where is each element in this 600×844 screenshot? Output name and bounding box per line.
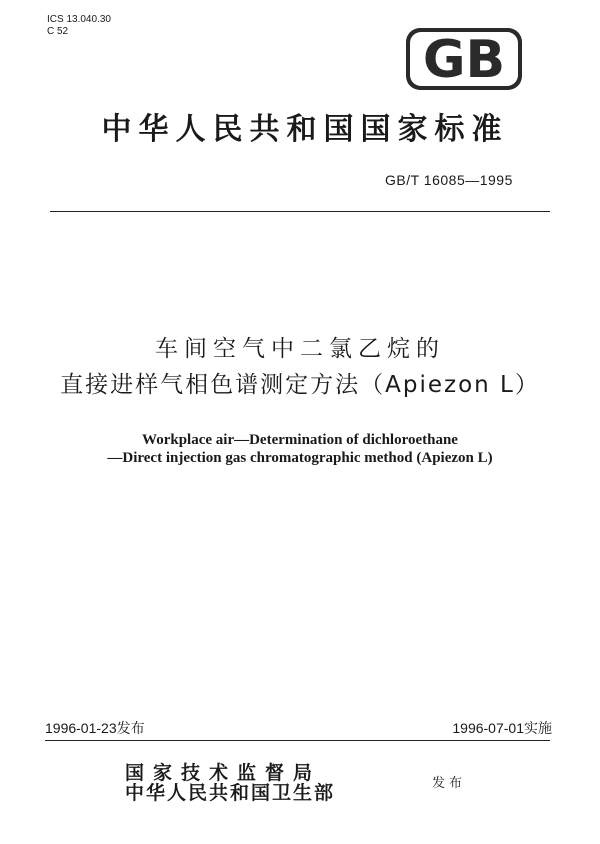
publish-label: 发布 — [432, 776, 467, 791]
header-divider — [50, 211, 550, 212]
gb-logo — [405, 27, 523, 91]
effective-date: 1996-07-01实施 — [452, 720, 552, 736]
standard-code: GB/T 16085—1995 — [385, 172, 513, 188]
ics-code: ICS 13.040.30 — [47, 14, 111, 25]
national-standard-title: 中华人民共和国国家标准 — [101, 112, 509, 147]
ccs-code: C 52 — [47, 26, 69, 37]
gb-logo-text: GB — [422, 30, 506, 90]
footer-divider — [45, 740, 550, 741]
issuer-line-1: 国家技术监督局 — [125, 762, 322, 784]
cn-title-line-1: 车间空气中二氯乙烷的 — [155, 336, 445, 362]
cn-title-line-2: 直接进样气相色谱测定方法（Apiezon L） — [60, 372, 540, 398]
issue-date: 1996-01-23发布 — [45, 720, 145, 736]
en-title-line-1: Workplace air—Determination of dichloroethane — [142, 432, 458, 448]
classification-codes — [47, 14, 111, 38]
issuer-line-2: 中华人民共和国卫生部 — [125, 782, 336, 804]
en-title-line-2: —Direct injection gas chromatographic method (Apiezon L) — [107, 450, 493, 466]
